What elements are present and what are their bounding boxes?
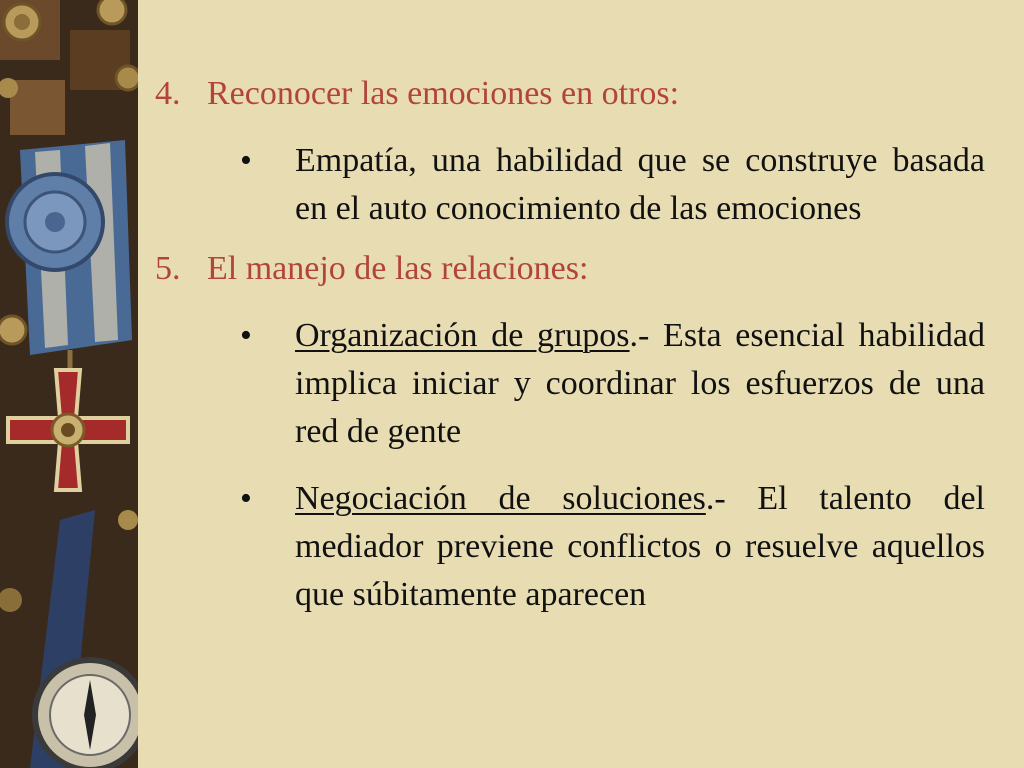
slide-content — [155, 70, 985, 619]
bullet-symbol: • — [240, 142, 252, 179]
bullet-underlined-term: Negociación de soluciones — [295, 480, 706, 517]
list-item-5-heading — [155, 245, 985, 293]
bullet-symbol: • — [240, 317, 252, 354]
bullet-underlined-term: Organización de grupos — [295, 317, 630, 354]
bullet-text-container — [295, 312, 985, 456]
bullet-organizacion — [155, 312, 985, 456]
item-number: 5. — [155, 250, 181, 287]
bullet-empatia — [155, 137, 985, 233]
heading-text: Reconocer las emociones en otros: — [207, 75, 680, 112]
bullet-text: .- El talento del mediador previene conflictos o resuelve aquellos que súbitamente aparecen — [295, 480, 985, 613]
item-number: 4. — [155, 75, 181, 112]
heading-text: El manejo de las relaciones: — [207, 250, 589, 287]
bullet-text: Empatía, una habilidad que se construye basada en el auto conocimiento de las emociones — [295, 142, 985, 227]
medal-illustration — [0, 0, 138, 768]
bullet-negociacion — [155, 475, 985, 619]
bullet-text: .- Esta esencial habilidad implica iniciar y coordinar los esfuerzos de una red de gente — [295, 317, 985, 450]
decorative-medal-image — [0, 0, 138, 768]
bullet-text-container — [295, 475, 985, 619]
bullet-symbol: • — [240, 480, 252, 517]
list-item-4-heading — [155, 70, 985, 118]
